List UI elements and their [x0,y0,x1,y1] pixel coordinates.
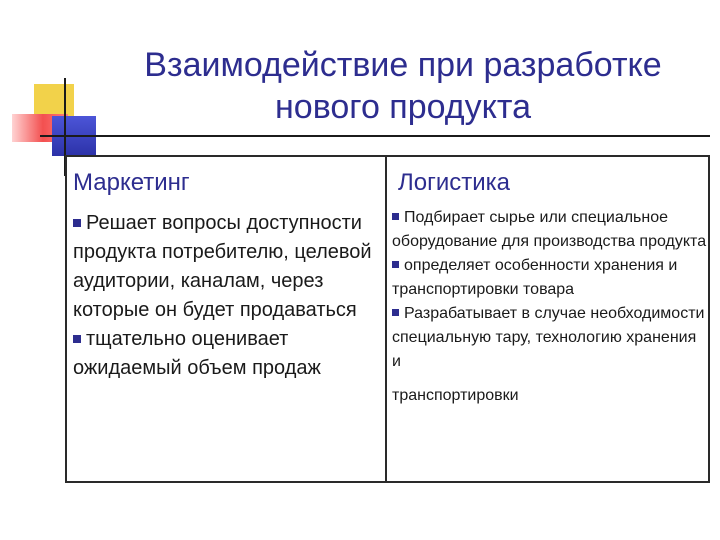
bullet-square-icon [73,219,81,227]
comparison-table [65,155,710,483]
logistics-heading: Логистика [398,169,511,196]
title-underline [40,135,710,137]
list-item: Подбирает сырье или специальное оборудование для производства продукта [392,209,707,250]
marketing-column [73,157,381,383]
marketing-heading: Маркетинг [73,169,190,196]
bullet-square-icon [392,309,399,316]
slide-title-line2: нового продукта [275,88,531,126]
slide-title [98,44,708,128]
marketing-bullets [73,209,381,383]
bullet-square-icon [73,335,81,343]
list-item: тщательно оценивает ожидаемый объем продаж [73,328,321,379]
list-item: определяет особенности хранения и транспортировки товара [392,257,678,298]
bullet-square-icon [392,261,399,268]
logistics-column [392,157,708,408]
column-divider [385,157,387,481]
list-item: Разрабатывает в случае необходимости специальную тару, технологию хранения и [392,305,705,370]
logistics-bullets [392,206,708,408]
bullet-square-icon [392,213,399,220]
list-item: Решает вопросы доступности продукта потребителю, целевой аудитории, каналам, через которые он будет продаваться [73,212,372,321]
slide-title-line1: Взаимодействие при разработке [144,46,662,84]
list-item-continuation: транспортировки [392,387,519,404]
